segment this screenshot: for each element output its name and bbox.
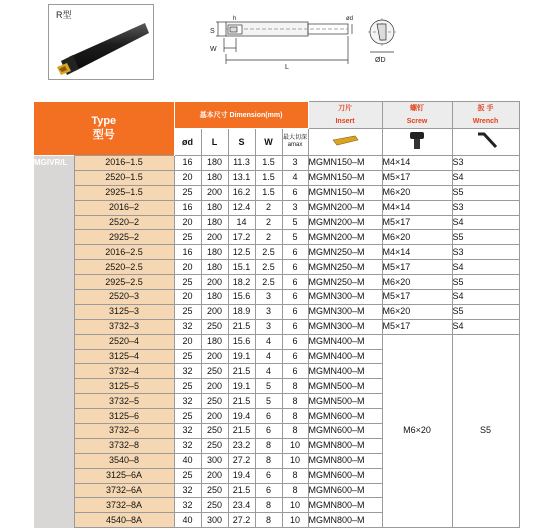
W-cell: 8 [255, 513, 282, 528]
d-cell: 25 [174, 409, 201, 424]
insert-cell: MGMN250–M [308, 245, 382, 260]
screw-cell: M6×20 [382, 275, 452, 290]
spec-table-wrap [34, 101, 520, 528]
S-cell: 15.1 [228, 260, 255, 275]
L-cell: 250 [201, 438, 228, 453]
L-cell: 250 [201, 498, 228, 513]
S-cell: 11.3 [228, 156, 255, 171]
depth-cell: 8 [282, 424, 308, 439]
depth-cell: 6 [282, 304, 308, 319]
d-cell: 25 [174, 304, 201, 319]
screw-cell: M5×17 [382, 319, 452, 334]
L-cell: 180 [201, 156, 228, 171]
W-cell: 5 [255, 379, 282, 394]
col-header-L: L [201, 129, 228, 156]
L-cell: 200 [201, 185, 228, 200]
insert-cell: MGMN300–M [308, 319, 382, 334]
L-cell: 180 [201, 260, 228, 275]
screw-cell: M5×17 [382, 215, 452, 230]
W-cell: 1.5 [255, 185, 282, 200]
dim-h-label: h [233, 16, 237, 22]
d-cell: 20 [174, 170, 201, 185]
screw-cell: M5×17 [382, 170, 452, 185]
S-cell: 21.5 [228, 394, 255, 409]
screw-header-cn: 螺钉 [410, 105, 424, 112]
depth-cell: 8 [282, 379, 308, 394]
type-cell: 3732–4 [74, 364, 174, 379]
d-cell: 25 [174, 275, 201, 290]
insert-cell: MGMN200–M [308, 215, 382, 230]
depth-cell: 3 [282, 200, 308, 215]
S-cell: 17.2 [228, 230, 255, 245]
type-cell: 2520–1.5 [74, 170, 174, 185]
depth-cell: 6 [282, 275, 308, 290]
insert-cell: MGMN300–M [308, 304, 382, 319]
depth-cell: 8 [282, 409, 308, 424]
depth-cell: 10 [282, 453, 308, 468]
W-cell: 8 [255, 438, 282, 453]
L-cell: 200 [201, 379, 228, 394]
depth-cell: 8 [282, 394, 308, 409]
S-cell: 27.2 [228, 453, 255, 468]
d-cell: 20 [174, 290, 201, 305]
wrench-cell: S4 [452, 290, 519, 305]
table-row [34, 170, 519, 185]
L-cell: 250 [201, 424, 228, 439]
wrench-cell: S4 [452, 319, 519, 334]
type-cell: 3125–4 [74, 349, 174, 364]
wrench-cell: S3 [452, 245, 519, 260]
type-cell: 2520–4 [74, 334, 174, 349]
type-cell: 2925–1.5 [74, 185, 174, 200]
insert-cell: MGMN800–M [308, 453, 382, 468]
type-cell: 3125–5 [74, 379, 174, 394]
L-cell: 200 [201, 409, 228, 424]
type-cell: 2520–3 [74, 290, 174, 305]
d-cell: 40 [174, 453, 201, 468]
screw-cell: M5×17 [382, 260, 452, 275]
d-cell: 16 [174, 245, 201, 260]
type-cell: 3540–8 [74, 453, 174, 468]
W-cell: 2.5 [255, 275, 282, 290]
d-cell: 32 [174, 438, 201, 453]
type-cell: 2520–2.5 [74, 260, 174, 275]
type-cell: 2520–2 [74, 215, 174, 230]
d-cell: 16 [174, 200, 201, 215]
d-cell: 25 [174, 468, 201, 483]
S-cell: 19.1 [228, 379, 255, 394]
insert-cell: MGMN150–M [308, 170, 382, 185]
W-cell: 8 [255, 453, 282, 468]
W-cell: 6 [255, 424, 282, 439]
insert-icon [325, 130, 365, 150]
L-cell: 300 [201, 513, 228, 528]
insert-cell: MGMN800–M [308, 498, 382, 513]
W-cell: 4 [255, 334, 282, 349]
depth-cell: 6 [282, 349, 308, 364]
S-cell: 27.2 [228, 513, 255, 528]
screw-header [382, 102, 452, 129]
W-cell: 3 [255, 319, 282, 334]
insert-header [308, 102, 382, 129]
merged-wrench-cell: S5 [452, 334, 519, 528]
screw-cell: M6×20 [382, 185, 452, 200]
screw-icon [397, 129, 437, 151]
dim-w-label: W [210, 46, 217, 53]
S-cell: 19.1 [228, 349, 255, 364]
insert-cell: MGMN200–M [308, 200, 382, 215]
table-row [34, 230, 519, 245]
W-cell: 2 [255, 200, 282, 215]
S-cell: 21.5 [228, 364, 255, 379]
d-cell: 32 [174, 483, 201, 498]
wrench-cell: S3 [452, 156, 519, 171]
L-cell: 200 [201, 230, 228, 245]
depth-cell: 10 [282, 438, 308, 453]
boring-bar-image [49, 5, 153, 79]
tool-photo [48, 4, 154, 80]
wrench-header-cn: 扳 手 [477, 105, 494, 112]
d-cell: 20 [174, 334, 201, 349]
L-cell: 250 [201, 394, 228, 409]
W-cell: 2 [255, 230, 282, 245]
W-cell: 3 [255, 290, 282, 305]
L-cell: 180 [201, 170, 228, 185]
insert-cell: MGMN800–M [308, 513, 382, 528]
type-cell: 3732–3 [74, 319, 174, 334]
depth-cell: 6 [282, 319, 308, 334]
wrench-cell: S5 [452, 230, 519, 245]
d-cell: 32 [174, 424, 201, 439]
dim-phi-d-label: ød [346, 16, 354, 22]
spec-table [34, 101, 520, 528]
W-cell: 1.5 [255, 170, 282, 185]
table-row [34, 215, 519, 230]
S-cell: 21.5 [228, 319, 255, 334]
d-cell: 16 [174, 156, 201, 171]
wrench-cell: S4 [452, 215, 519, 230]
type-header-en: Type [91, 115, 117, 128]
d-cell: 40 [174, 513, 201, 528]
d-cell: 32 [174, 319, 201, 334]
table-row [34, 290, 519, 305]
screw-header-en: Screw [406, 118, 428, 125]
wrench-cell: S3 [452, 200, 519, 215]
L-cell: 200 [201, 275, 228, 290]
depth-cell: 4 [282, 170, 308, 185]
type-cell: 3732–5 [74, 394, 174, 409]
S-cell: 23.4 [228, 498, 255, 513]
series-label: MGIVR/L [34, 156, 74, 528]
W-cell: 5 [255, 394, 282, 409]
W-cell: 6 [255, 468, 282, 483]
table-row [34, 334, 519, 349]
W-cell: 6 [255, 409, 282, 424]
type-cell: 3732–8A [74, 498, 174, 513]
L-cell: 180 [201, 215, 228, 230]
depth-cell: 6 [282, 245, 308, 260]
L-cell: 250 [201, 364, 228, 379]
L-cell: 200 [201, 468, 228, 483]
wrench-cell: S5 [452, 185, 519, 200]
table-row [34, 200, 519, 215]
W-cell: 3 [255, 304, 282, 319]
wrench-header [452, 102, 519, 129]
d-cell: 20 [174, 215, 201, 230]
insert-cell: MGMN400–M [308, 349, 382, 364]
L-cell: 200 [201, 349, 228, 364]
insert-cell: MGMN500–M [308, 379, 382, 394]
side-view-drawing [206, 8, 356, 74]
screw-cell: M4×14 [382, 200, 452, 215]
type-cell: 2016–2.5 [74, 245, 174, 260]
W-cell: 2 [255, 215, 282, 230]
dimension-header: 基本尺寸 Dimension(mm) [174, 102, 308, 129]
d-cell: 25 [174, 349, 201, 364]
wrench-icon-cell [452, 129, 519, 156]
type-cell: 2016–2 [74, 200, 174, 215]
depth-cell: 6 [282, 260, 308, 275]
spec-table-body [34, 156, 519, 528]
insert-cell: MGMN150–M [308, 185, 382, 200]
screw-cell: M4×14 [382, 245, 452, 260]
S-cell: 21.5 [228, 424, 255, 439]
col-header-d: ød [174, 129, 201, 156]
W-cell: 8 [255, 498, 282, 513]
L-cell: 200 [201, 304, 228, 319]
depth-cell: 6 [282, 290, 308, 305]
L-cell: 180 [201, 290, 228, 305]
L-cell: 300 [201, 453, 228, 468]
insert-cell: MGMN400–M [308, 364, 382, 379]
type-cell: 3125–6 [74, 409, 174, 424]
type-header [34, 102, 174, 156]
wrench-cell: S4 [452, 260, 519, 275]
merged-screw-cell: M6×20 [382, 334, 452, 528]
table-row [34, 304, 519, 319]
dim-s-label: S [210, 28, 215, 35]
S-cell: 18.2 [228, 275, 255, 290]
wrench-cell: S5 [452, 275, 519, 290]
insert-cell: MGMN400–M [308, 334, 382, 349]
table-row [34, 275, 519, 290]
type-cell: 3732–8 [74, 438, 174, 453]
S-cell: 14 [228, 215, 255, 230]
screw-icon-cell [382, 129, 452, 156]
type-cell: 3732–6A [74, 483, 174, 498]
type-cell: 3732–6 [74, 424, 174, 439]
insert-cell: MGMN500–M [308, 394, 382, 409]
d-cell: 25 [174, 379, 201, 394]
W-cell: 1.5 [255, 156, 282, 171]
col-header-S: S [228, 129, 255, 156]
d-cell: 32 [174, 394, 201, 409]
d-cell: 20 [174, 260, 201, 275]
S-cell: 23.2 [228, 438, 255, 453]
insert-icon-cell [308, 129, 382, 156]
type-cell: 2925–2 [74, 230, 174, 245]
insert-cell: MGMN800–M [308, 438, 382, 453]
wrench-cell: S4 [452, 170, 519, 185]
col-header-W: W [255, 129, 282, 156]
depth-cell: 6 [282, 185, 308, 200]
L-cell: 180 [201, 334, 228, 349]
W-cell: 6 [255, 483, 282, 498]
type-cell: 4540–8A [74, 513, 174, 528]
insert-cell: MGMN250–M [308, 260, 382, 275]
L-cell: 250 [201, 483, 228, 498]
insert-header-en: Insert [335, 118, 355, 125]
screw-cell: M5×17 [382, 290, 452, 305]
insert-cell: MGMN150–M [308, 156, 382, 171]
wrench-cell: S5 [452, 304, 519, 319]
L-cell: 180 [201, 200, 228, 215]
type-cell: 3125–6A [74, 468, 174, 483]
depth-cell: 5 [282, 215, 308, 230]
L-cell: 180 [201, 245, 228, 260]
W-cell: 4 [255, 364, 282, 379]
W-cell: 2.5 [255, 260, 282, 275]
S-cell: 16.2 [228, 185, 255, 200]
depth-cell: 10 [282, 498, 308, 513]
table-row [34, 260, 519, 275]
depth-cell: 6 [282, 334, 308, 349]
depth-cell: 5 [282, 230, 308, 245]
S-cell: 18.9 [228, 304, 255, 319]
table-row [34, 319, 519, 334]
type-header-cn: 型号 [92, 129, 115, 142]
depth-cell: 6 [282, 364, 308, 379]
type-cell: 3125–3 [74, 304, 174, 319]
type-cell: 2016–1.5 [74, 156, 174, 171]
S-cell: 12.5 [228, 245, 255, 260]
insert-cell: MGMN250–M [308, 275, 382, 290]
W-cell: 4 [255, 349, 282, 364]
insert-cell: MGMN600–M [308, 483, 382, 498]
S-cell: 15.6 [228, 290, 255, 305]
depth-cell: 8 [282, 483, 308, 498]
col-header-depth: 最大切深 amax [282, 129, 308, 156]
d-cell: 32 [174, 364, 201, 379]
wrench-icon [466, 129, 506, 151]
insert-cell: MGMN600–M [308, 468, 382, 483]
S-cell: 13.1 [228, 170, 255, 185]
dim-l-label: L [285, 64, 289, 71]
table-row [34, 185, 519, 200]
W-cell: 2.5 [255, 245, 282, 260]
S-cell: 15.6 [228, 334, 255, 349]
insert-header-cn: 刀片 [338, 105, 352, 112]
L-cell: 250 [201, 319, 228, 334]
r-type-label: R型 [56, 10, 72, 20]
dim-phi-D-label: ØD [375, 57, 386, 64]
insert-cell: MGMN600–M [308, 424, 382, 439]
d-cell: 25 [174, 230, 201, 245]
table-row [34, 245, 519, 260]
screw-cell: M4×14 [382, 156, 452, 171]
depth-cell: 10 [282, 513, 308, 528]
S-cell: 21.5 [228, 483, 255, 498]
depth-cell: 3 [282, 156, 308, 171]
end-view-drawing [364, 10, 404, 70]
d-cell: 25 [174, 185, 201, 200]
type-cell: 2925–2.5 [74, 275, 174, 290]
insert-cell: MGMN600–M [308, 409, 382, 424]
wrench-header-en: Wrench [472, 118, 499, 125]
S-cell: 12.4 [228, 200, 255, 215]
screw-cell: M6×20 [382, 230, 452, 245]
d-cell: 32 [174, 498, 201, 513]
S-cell: 19.4 [228, 409, 255, 424]
S-cell: 19.4 [228, 468, 255, 483]
screw-cell: M6×20 [382, 304, 452, 319]
table-row [34, 156, 519, 171]
insert-cell: MGMN200–M [308, 230, 382, 245]
insert-cell: MGMN300–M [308, 290, 382, 305]
depth-cell: 8 [282, 468, 308, 483]
